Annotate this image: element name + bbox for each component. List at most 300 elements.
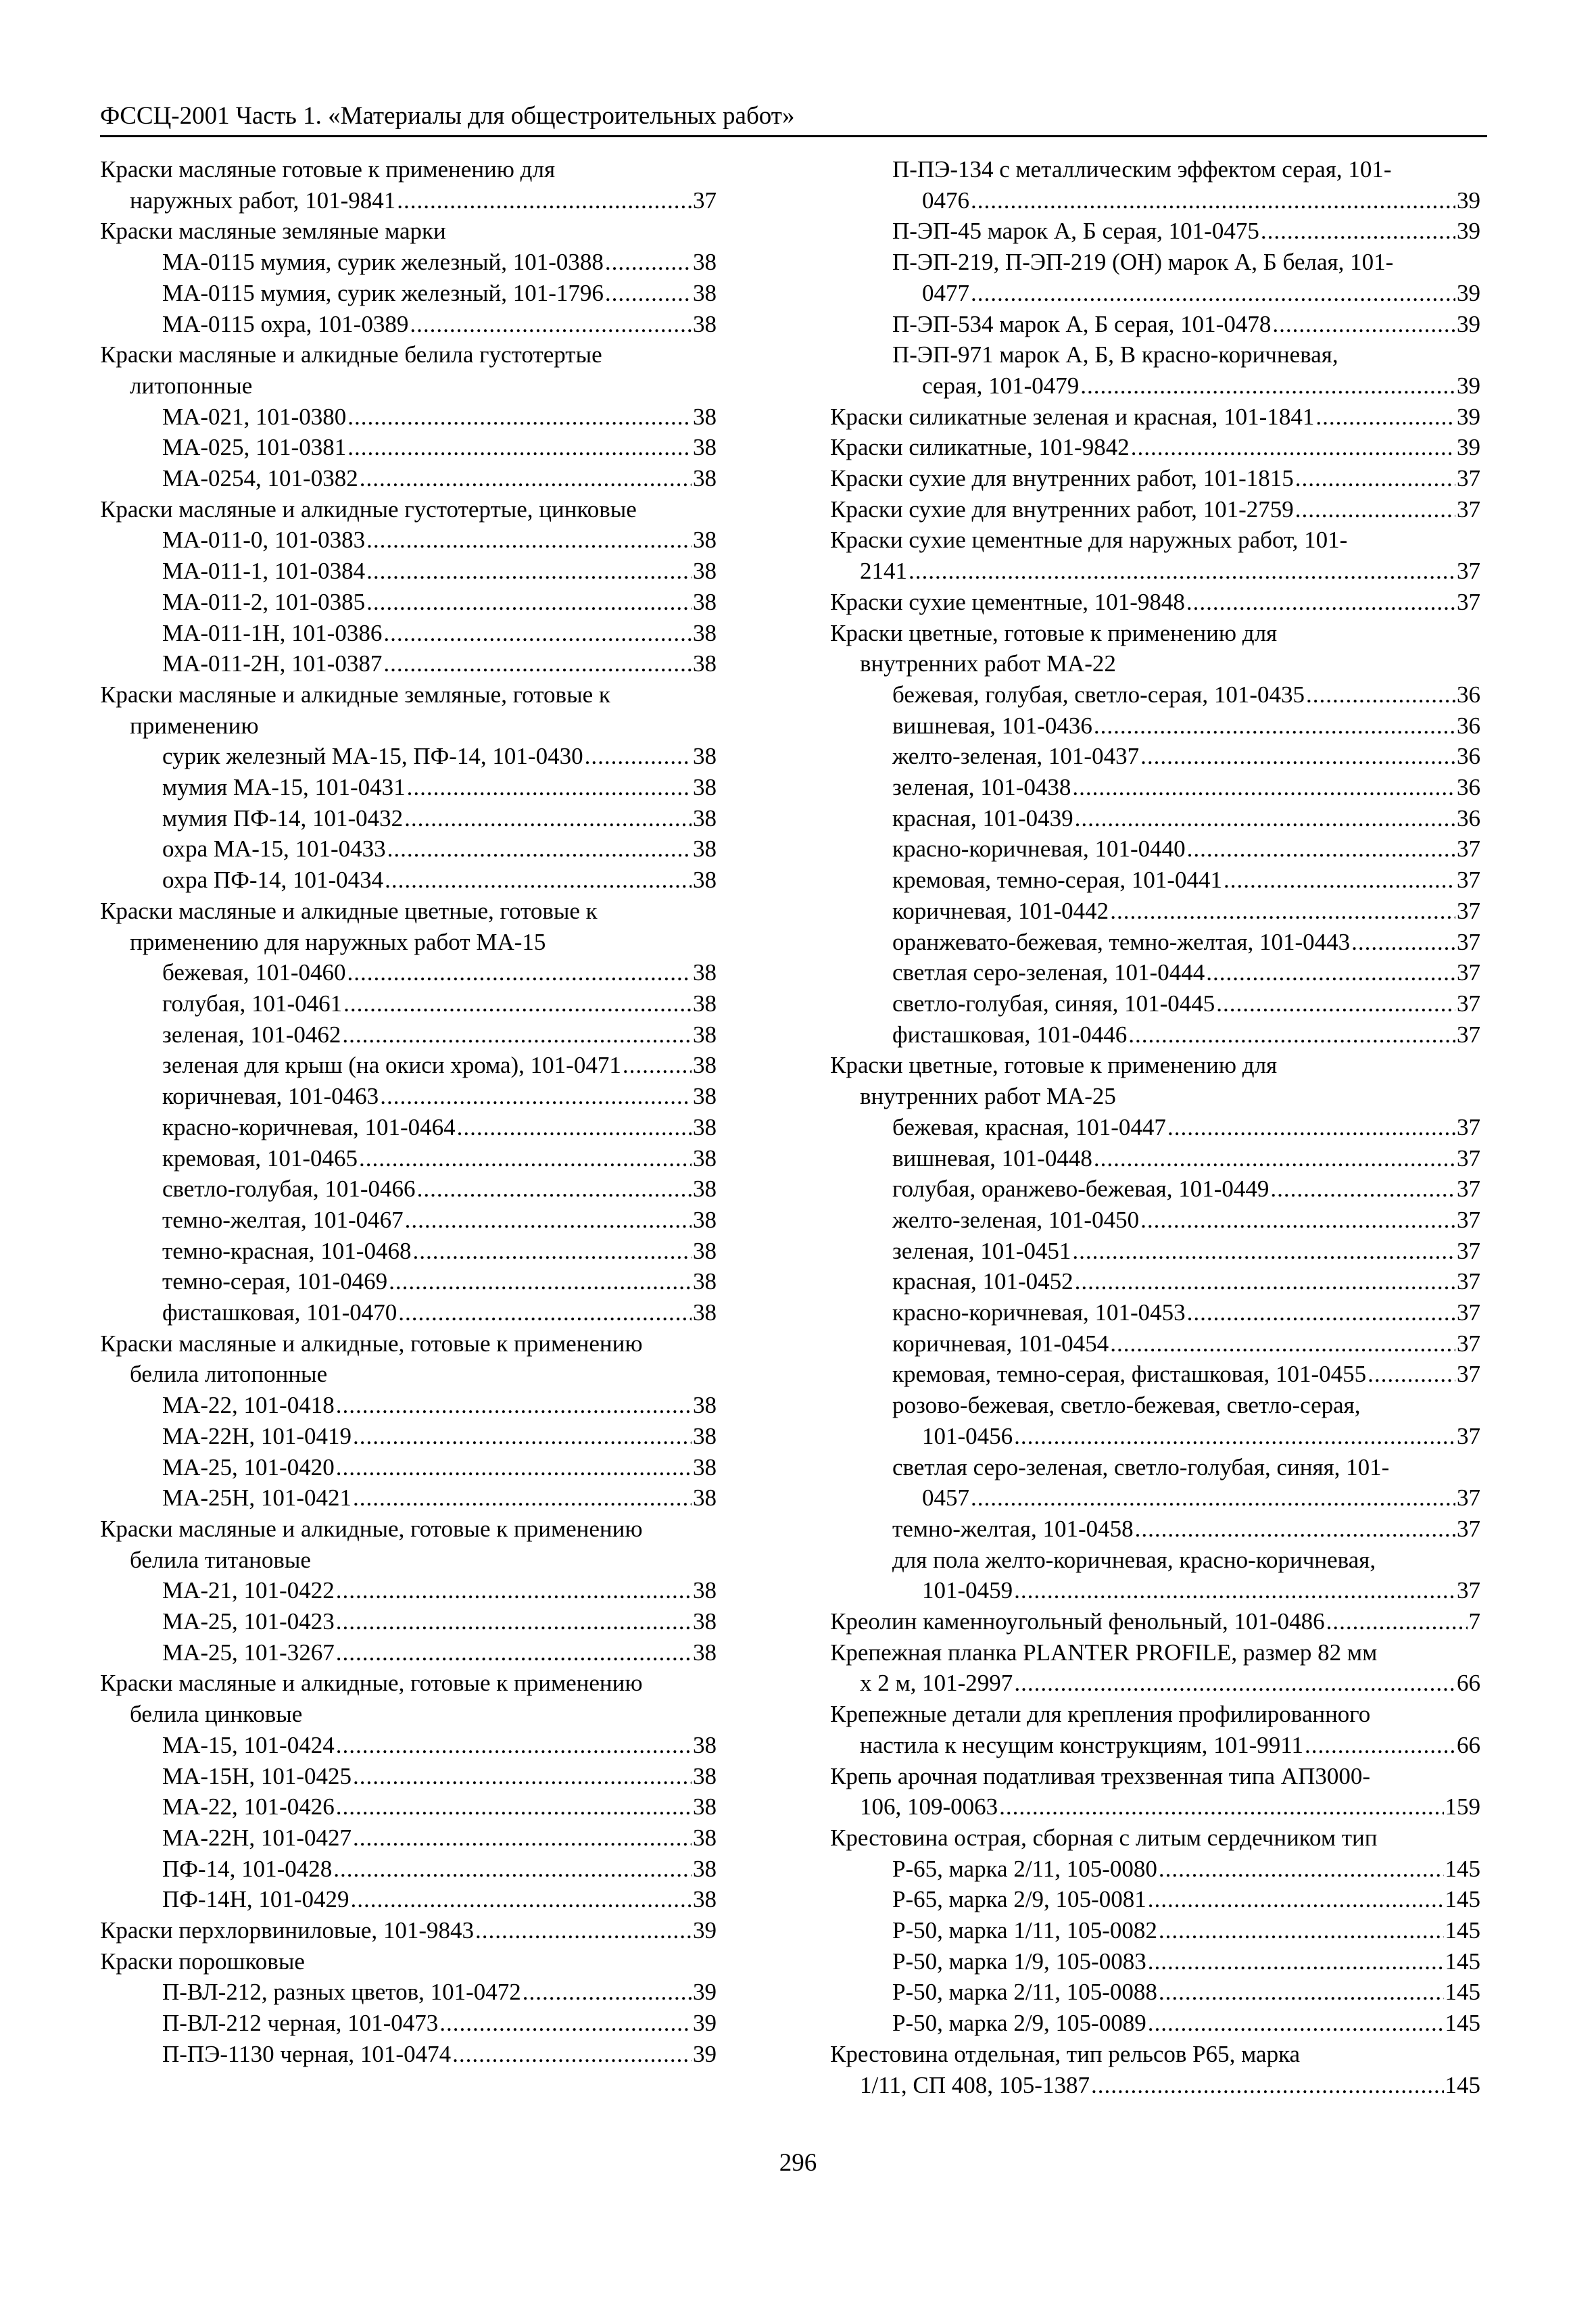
- entry-text: МА-011-2, 101-0385: [162, 588, 366, 615]
- entry-text: МА-15, 101-0424: [162, 1731, 335, 1758]
- index-entry: [830, 1946, 1480, 1977]
- index-entry: [830, 988, 1480, 1019]
- dot-leader: [1110, 896, 1455, 927]
- index-entry: [100, 1575, 717, 1606]
- entry-text: кремовая, 101-0465: [162, 1144, 358, 1172]
- entry-text: Р-50, марка 2/9, 105-0089: [892, 2010, 1146, 2037]
- dot-leader: [1075, 1266, 1455, 1297]
- entry-text: П-ПЭ-134 с металлическим эффектом серая, 101-: [892, 156, 1392, 183]
- index-entry: [100, 988, 717, 1019]
- index-entry: [100, 247, 717, 278]
- index-entry: [830, 1761, 1480, 1792]
- entry-text: коричневая, 101-0463: [162, 1083, 379, 1110]
- dot-leader: [336, 1791, 692, 1823]
- dot-leader: [417, 1174, 692, 1205]
- entry-text: применению: [130, 712, 259, 739]
- entry-text: МА-0115 охра, 101-0389: [162, 310, 409, 337]
- index-entry: [830, 216, 1480, 247]
- index-entry: [100, 1112, 717, 1143]
- entry-text: бежевая, голубая, светло-серая, 101-0435: [892, 681, 1305, 708]
- index-entry: [100, 494, 717, 525]
- dot-leader: [1186, 587, 1455, 618]
- dot-leader: [383, 618, 692, 649]
- dot-leader: [971, 1482, 1455, 1514]
- entry-text: П-ВЛ-212 черная, 101-0473: [162, 2010, 439, 2037]
- entry-text: МА-22Н, 101-0427: [162, 1824, 352, 1851]
- entry-text: 0476: [922, 187, 969, 214]
- entry-text: Крепь арочная податливая трехзвенная типа АП3000-: [830, 1762, 1371, 1789]
- dot-leader: [1206, 957, 1455, 988]
- index-entry: [830, 1668, 1480, 1699]
- page-ref: 38: [693, 403, 717, 430]
- dot-leader: [475, 1915, 692, 1946]
- index-entry: [830, 556, 1480, 587]
- dot-leader: [336, 1390, 692, 1421]
- index-entry: [100, 1482, 717, 1514]
- entry-text: Краски силикатные, 101-9842: [830, 434, 1130, 461]
- page-ref: 38: [693, 1021, 717, 1048]
- index-entry: [100, 216, 717, 247]
- entry-text: внутренних работ МА-22: [860, 650, 1116, 677]
- dot-leader: [359, 1143, 692, 1174]
- index-entry: [100, 185, 717, 216]
- page-ref: 38: [693, 1453, 717, 1480]
- index-entry: [100, 278, 717, 309]
- index-entry: [830, 494, 1480, 525]
- entry-text: Краски масляные и алкидные, готовые к применению: [100, 1515, 643, 1542]
- entry-text: белила титановые: [130, 1546, 311, 1573]
- entry-text: мумия ПФ-14, 101-0432: [162, 804, 404, 831]
- dot-leader: [412, 1236, 692, 1267]
- page-ref: 39: [693, 2010, 717, 2037]
- page-ref: 37: [1457, 1422, 1480, 1449]
- index-entry: [100, 1854, 717, 1885]
- dot-leader: [366, 587, 692, 618]
- page-ref: 39: [1457, 187, 1480, 214]
- page-ref: 37: [1457, 558, 1480, 585]
- dot-leader: [1216, 988, 1455, 1019]
- page-ref: 37: [1457, 1268, 1480, 1295]
- dot-leader: [336, 1730, 692, 1761]
- index-entry: [100, 339, 717, 370]
- index-entry: [100, 1359, 717, 1390]
- index-entry: [830, 2070, 1480, 2101]
- entry-text: светлая серо-зеленая, светло-голубая, синяя, 101-: [892, 1453, 1390, 1480]
- entry-text: МА-25, 101-0423: [162, 1608, 335, 1635]
- index-entry: [830, 463, 1480, 494]
- dot-leader: [523, 1977, 692, 2008]
- page-ref: 38: [693, 249, 717, 276]
- entry-text: коричневая, 101-0454: [892, 1330, 1109, 1357]
- entry-text: Краски перхлорвиниловые, 101-9843: [100, 1917, 475, 1944]
- index-entry: [830, 1575, 1480, 1606]
- entry-text: фисташковая, 101-0446: [892, 1021, 1128, 1048]
- index-entry: [100, 1915, 717, 1946]
- entry-text: красно-коричневая, 101-0440: [892, 836, 1186, 863]
- entry-text: х 2 м, 101-2997: [860, 1670, 1013, 1697]
- page-ref: 39: [1457, 403, 1480, 430]
- dot-leader: [347, 402, 692, 433]
- index-entry: [830, 1359, 1480, 1390]
- index-entry: [830, 710, 1480, 742]
- page-ref: 37: [1457, 1237, 1480, 1264]
- page-ref: 37: [1457, 836, 1480, 863]
- page-ref: 38: [693, 959, 717, 986]
- entry-text: сурик железный МА-15, ПФ-14, 101-0430: [162, 743, 583, 770]
- entry-text: МА-011-1, 101-0384: [162, 558, 366, 585]
- dot-leader: [999, 1791, 1443, 1823]
- entry-text: МА-011-2Н, 101-0387: [162, 650, 383, 677]
- index-entry: [830, 834, 1480, 865]
- page-ref: 37: [1457, 1144, 1480, 1172]
- dot-leader: [1110, 1328, 1455, 1359]
- entry-text: вишневая, 101-0448: [892, 1144, 1092, 1172]
- entry-text: вишневая, 101-0436: [892, 712, 1092, 739]
- page-ref: 39: [1457, 372, 1480, 399]
- index-column-right: [830, 154, 1480, 2100]
- page-ref: 36: [1457, 804, 1480, 831]
- index-entry: [100, 1081, 717, 1112]
- index-entry: [830, 1266, 1480, 1297]
- index-entry: [830, 1791, 1480, 1823]
- page-ref: 38: [693, 836, 717, 863]
- entry-text: Краски масляные и алкидные земляные, готовые к: [100, 681, 610, 708]
- index-entry: [830, 679, 1480, 710]
- index-entry: [100, 370, 717, 402]
- index-entry: [830, 370, 1480, 402]
- entry-text: Краски масляные и алкидные белила густотертые: [100, 341, 602, 368]
- entry-text: серая, 101-0479: [922, 372, 1080, 399]
- entry-text: Краски масляные и алкидные, готовые к применению: [100, 1330, 643, 1357]
- page-ref: 38: [693, 1083, 717, 1110]
- page-ref: 38: [693, 743, 717, 770]
- dot-leader: [1315, 402, 1455, 433]
- index-entry: [830, 1081, 1480, 1112]
- page-number: 296: [779, 2149, 817, 2177]
- dot-leader: [1140, 741, 1455, 772]
- page-ref: 38: [693, 1422, 717, 1449]
- index-entry: [100, 1730, 717, 1761]
- page-ref: 38: [693, 867, 717, 894]
- index-entry: [100, 587, 717, 618]
- dot-leader: [1167, 1112, 1455, 1143]
- index-entry: [830, 1854, 1480, 1885]
- index-entry: [100, 1791, 717, 1823]
- entry-text: МА-011-1Н, 101-0386: [162, 619, 383, 646]
- entry-text: кремовая, темно-серая, 101-0441: [892, 867, 1223, 894]
- entry-text: белила цинковые: [130, 1701, 303, 1728]
- entry-text: Краски сухие цементные, 101-9848: [830, 588, 1185, 615]
- index-entry: [830, 1390, 1480, 1421]
- index-entry: [830, 772, 1480, 803]
- page-ref: 145: [1445, 1979, 1480, 2006]
- index-entry: [100, 1761, 717, 1792]
- index-entry: [830, 1699, 1480, 1730]
- dot-leader: [383, 648, 692, 679]
- dot-leader: [1094, 710, 1455, 742]
- index-entry: [100, 1205, 717, 1236]
- header-rule: [100, 135, 1487, 137]
- entry-text: ПФ-14, 101-0428: [162, 1855, 333, 1882]
- page-header: ФССЦ-2001 Часть 1. «Материалы для общестроительных работ»: [100, 102, 795, 130]
- index-entry: [100, 1452, 717, 1483]
- entry-text: темно-серая, 101-0469: [162, 1268, 388, 1295]
- entry-text: Краски масляные и алкидные густотертые, цинковые: [100, 496, 637, 523]
- index-entry: [830, 896, 1480, 927]
- page-ref: 38: [693, 990, 717, 1017]
- entry-text: настила к несущим конструкциям, 101-9911: [860, 1731, 1303, 1758]
- dot-leader: [1295, 494, 1455, 525]
- dot-leader: [342, 1019, 692, 1051]
- index-entry: [830, 587, 1480, 618]
- index-entry: [830, 1915, 1480, 1946]
- page-ref: 38: [693, 1299, 717, 1326]
- index-entry: [100, 1699, 717, 1730]
- index-entry: [100, 309, 717, 340]
- page-ref: 39: [693, 1917, 717, 1944]
- entry-text: наружных работ, 101-9841: [130, 187, 396, 214]
- entry-text: белила литопонные: [130, 1361, 328, 1388]
- page-ref: 66: [1457, 1670, 1480, 1697]
- page-ref: 39: [1457, 279, 1480, 306]
- entry-text: 1/11, СП 408, 105-1387: [860, 2071, 1090, 2098]
- index-entry: [100, 1236, 717, 1267]
- dot-leader: [1140, 1205, 1455, 1236]
- dot-leader: [1305, 1730, 1455, 1761]
- entry-text: красно-коричневая, 101-0453: [892, 1299, 1186, 1326]
- page-ref: 38: [693, 774, 717, 801]
- page-ref: 38: [693, 1824, 717, 1851]
- dot-leader: [347, 957, 692, 988]
- page-ref: 38: [693, 1176, 717, 1203]
- dot-leader: [343, 988, 692, 1019]
- index-entry: [830, 2039, 1480, 2070]
- index-entry: [830, 1606, 1480, 1637]
- entry-text: П-ПЭ-1130 черная, 101-0474: [162, 2040, 452, 2067]
- index-entry: [830, 1452, 1480, 1483]
- page-ref: 36: [1457, 743, 1480, 770]
- index-entry: [830, 1019, 1480, 1051]
- entry-text: МА-0115 мумия, сурик железный, 101-1796: [162, 279, 604, 306]
- index-column-left: [100, 154, 717, 2070]
- index-entry: [830, 1297, 1480, 1328]
- index-entry: [830, 1328, 1480, 1359]
- entry-text: МА-0115 мумия, сурик железный, 101-0388: [162, 249, 604, 276]
- index-entry: [100, 1606, 717, 1637]
- page-ref: 38: [693, 1762, 717, 1789]
- dot-leader: [336, 1575, 692, 1606]
- page-ref: 145: [1445, 2071, 1480, 2098]
- page-ref: 38: [693, 434, 717, 461]
- page-ref: 37: [1457, 465, 1480, 492]
- page-ref: 38: [693, 1731, 717, 1758]
- index-entry: [100, 1143, 717, 1174]
- page-ref: 38: [693, 1392, 717, 1419]
- index-entry: [830, 1730, 1480, 1761]
- entry-text: зеленая, 101-0438: [892, 774, 1071, 801]
- index-entry: [830, 957, 1480, 988]
- entry-text: П-ЭП-971 марок А, Б, В красно-коричневая,: [892, 341, 1338, 368]
- index-entry: [100, 2039, 717, 2070]
- dot-leader: [380, 1081, 692, 1112]
- index-entry: [100, 1884, 717, 1915]
- index-entry: [100, 432, 717, 463]
- page-ref: 38: [693, 1577, 717, 1604]
- page-ref: 37: [1457, 496, 1480, 523]
- dot-leader: [1014, 1575, 1455, 1606]
- entry-text: МА-22, 101-0426: [162, 1793, 335, 1820]
- entry-text: Краски масляные земляные марки: [100, 218, 446, 245]
- entry-text: П-ЭП-219, П-ЭП-219 (ОН) марок А, Б белая, 101-: [892, 249, 1394, 276]
- page-ref: 37: [1457, 1021, 1480, 1048]
- entry-text: Краски цветные, готовые к применению для: [830, 1052, 1278, 1079]
- entry-text: фисташковая, 101-0470: [162, 1299, 397, 1326]
- index-entry: [100, 834, 717, 865]
- entry-text: зеленая для крыш (на окиси хрома), 101-0471: [162, 1052, 621, 1079]
- dot-leader: [366, 525, 692, 556]
- entry-text: розово-бежевая, светло-бежевая, светло-серая,: [892, 1392, 1361, 1419]
- entry-text: темно-желтая, 101-0458: [892, 1515, 1134, 1542]
- entry-text: Краски сухие для внутренних работ, 101-2759: [830, 496, 1294, 523]
- index-entry: [100, 1328, 717, 1359]
- dot-leader: [351, 1884, 692, 1915]
- entry-text: бежевая, красная, 101-0447: [892, 1113, 1166, 1140]
- index-entry: [830, 1637, 1480, 1668]
- entry-text: МА-021, 101-0380: [162, 403, 347, 430]
- dot-leader: [353, 1421, 692, 1452]
- page-ref: 7: [1468, 1608, 1480, 1635]
- page-ref: 37: [1457, 1577, 1480, 1604]
- entry-text: коричневая, 101-0442: [892, 897, 1109, 924]
- page-ref: 38: [693, 1113, 717, 1140]
- index-entry: [100, 896, 717, 927]
- page-ref: 38: [693, 279, 717, 306]
- dot-leader: [1159, 1915, 1444, 1946]
- page-ref: 37: [1457, 1485, 1480, 1512]
- entry-text: П-ЭП-45 марок А, Б серая, 101-0475: [892, 218, 1259, 245]
- entry-text: голубая, оранжево-бежевая, 101-0449: [892, 1176, 1269, 1203]
- page-ref: 38: [693, 804, 717, 831]
- index-entry: [830, 803, 1480, 834]
- dot-leader: [1131, 432, 1455, 463]
- index-entry: [830, 1977, 1480, 2008]
- entry-text: голубая, 101-0461: [162, 990, 343, 1017]
- dot-leader: [1187, 1297, 1455, 1328]
- entry-text: Краски порошковые: [100, 1948, 305, 1975]
- dot-leader: [1351, 927, 1455, 958]
- index-entry: [100, 1977, 717, 2008]
- page-ref: 38: [693, 1855, 717, 1882]
- dot-leader: [1014, 1668, 1455, 1699]
- index-entry: [100, 1019, 717, 1051]
- index-entry: [830, 1143, 1480, 1174]
- page-ref: 38: [693, 465, 717, 492]
- index-entry: [100, 1050, 717, 1081]
- dot-leader: [909, 556, 1455, 587]
- index-entry: [830, 247, 1480, 278]
- index-entry: [100, 1174, 717, 1205]
- entry-text: Р-50, марка 2/11, 105-0088: [892, 1979, 1157, 2006]
- index-entry: [100, 1545, 717, 1576]
- index-entry: [830, 339, 1480, 370]
- page-ref: 37: [1457, 990, 1480, 1017]
- entry-text: 101-0459: [922, 1577, 1013, 1604]
- entry-text: кремовая, темно-серая, фисташковая, 101-0455: [892, 1361, 1367, 1388]
- index-entry: [830, 865, 1480, 896]
- index-entry: [100, 648, 717, 679]
- entry-text: 0477: [922, 279, 969, 306]
- page-ref: 37: [1457, 928, 1480, 955]
- entry-text: П-ЭП-534 марок А, Б серая, 101-0478: [892, 310, 1272, 337]
- entry-text: Крестовина отдельная, тип рельсов Р65, марка: [830, 2040, 1301, 2067]
- index-entry: [100, 1823, 717, 1854]
- index-entry: [100, 679, 717, 710]
- page-ref: 145: [1445, 1917, 1480, 1944]
- entry-text: Крепежные детали для крепления профилированного: [830, 1701, 1371, 1728]
- page-ref: 38: [693, 650, 717, 677]
- entry-text: Крепежная планка PLANTER PROFILE, размер 82 мм: [830, 1639, 1378, 1666]
- dot-leader: [1091, 2070, 1444, 2101]
- entry-text: 106, 109-0063: [860, 1793, 998, 1820]
- page-ref: 38: [693, 310, 717, 337]
- entry-text: Р-50, марка 1/11, 105-0082: [892, 1917, 1157, 1944]
- dot-leader: [971, 185, 1455, 216]
- index-entry: [830, 1482, 1480, 1514]
- entry-text: Краски сухие цементные для наружных работ, 101-: [830, 527, 1348, 554]
- dot-leader: [366, 556, 692, 587]
- page-ref: 37: [693, 187, 717, 214]
- dot-leader: [605, 278, 692, 309]
- entry-text: для пола желто-коричневая, красно-коричневая,: [892, 1546, 1376, 1573]
- index-entry: [100, 463, 717, 494]
- entry-text: МА-025, 101-0381: [162, 434, 347, 461]
- dot-leader: [347, 432, 692, 463]
- index-entry: [830, 1823, 1480, 1854]
- entry-text: 2141: [860, 558, 907, 585]
- dot-leader: [1368, 1359, 1455, 1390]
- dot-leader: [1072, 1236, 1455, 1267]
- entry-text: Р-65, марка 2/9, 105-0081: [892, 1886, 1146, 1913]
- entry-text: МА-22, 101-0418: [162, 1392, 335, 1419]
- page-ref: 37: [1457, 1330, 1480, 1357]
- page-ref: 37: [1457, 959, 1480, 986]
- entry-text: Краски масляные готовые к применению для: [100, 156, 556, 183]
- index-entry: [830, 741, 1480, 772]
- entry-text: желто-зеленая, 101-0437: [892, 743, 1140, 770]
- entry-text: МА-011-0, 101-0383: [162, 527, 366, 554]
- dot-leader: [452, 2039, 692, 2070]
- dot-leader: [336, 1606, 692, 1637]
- dot-leader: [439, 2008, 692, 2039]
- page-ref: 38: [693, 1639, 717, 1666]
- page-ref: 37: [1457, 867, 1480, 894]
- dot-leader: [1261, 216, 1455, 247]
- page-ref: 37: [1457, 897, 1480, 924]
- dot-leader: [410, 309, 692, 340]
- index-entry: [100, 803, 717, 834]
- entry-text: Р-50, марка 1/9, 105-0083: [892, 1948, 1146, 1975]
- index-entry: [830, 618, 1480, 649]
- entry-text: красная, 101-0439: [892, 804, 1073, 831]
- dot-leader: [397, 185, 692, 216]
- page-ref: 39: [693, 2040, 717, 2067]
- dot-leader: [333, 1854, 692, 1885]
- page-ref: 39: [1457, 434, 1480, 461]
- dot-leader: [353, 1482, 692, 1514]
- dot-leader: [623, 1050, 692, 1081]
- page-ref: 38: [693, 1485, 717, 1512]
- index-entry: [830, 1112, 1480, 1143]
